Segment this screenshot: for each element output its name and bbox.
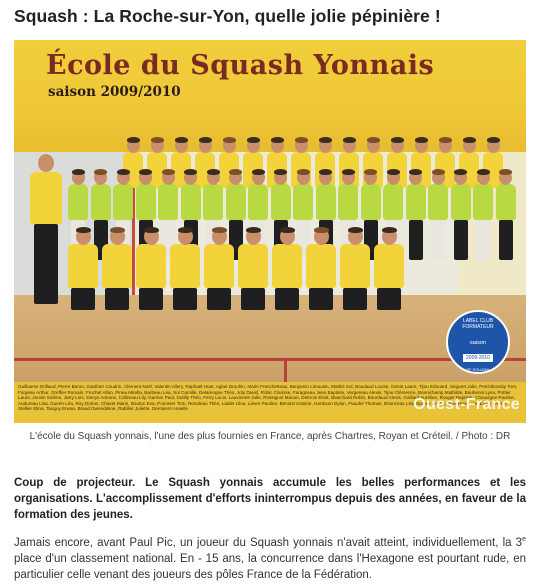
player-hair — [487, 137, 500, 143]
player-legs — [207, 288, 231, 310]
player-shirt — [136, 184, 156, 220]
player-hair — [162, 169, 175, 175]
player-hair — [280, 227, 295, 233]
player-hair — [175, 137, 188, 143]
player-shirt — [428, 184, 448, 220]
player-shirt — [272, 244, 302, 288]
article-title: Squash : La Roche-sur-Yon, quelle jolie pépinière ! — [14, 6, 441, 26]
player-hair — [207, 169, 220, 175]
player-shirt — [68, 184, 88, 220]
player-hair — [274, 169, 287, 175]
player-hair — [319, 169, 332, 175]
player-shirt — [306, 244, 336, 288]
player-shirt — [293, 184, 313, 220]
player-shirt — [248, 184, 268, 220]
player-shirt — [102, 244, 132, 288]
player-hair — [391, 137, 404, 143]
label-club-badge — [446, 310, 510, 374]
player-hair — [432, 169, 445, 175]
player-hair — [117, 169, 130, 175]
player-hair — [463, 137, 476, 143]
player-legs — [275, 288, 299, 310]
photo-subheading: saison 2009/2010 — [48, 84, 181, 100]
player-shirt — [113, 184, 133, 220]
player-hair — [212, 227, 227, 233]
article-photo — [14, 40, 526, 423]
player-hair — [367, 137, 380, 143]
player-hair — [348, 227, 363, 233]
player-legs — [105, 288, 129, 310]
player-hair — [319, 137, 332, 143]
player-hair — [499, 169, 512, 175]
player-hair — [151, 137, 164, 143]
player-hair — [246, 227, 261, 233]
player-shirt — [496, 184, 516, 220]
photo-names-strip: Guillaume Drillaud, Pierre Baron, Gauthier Coudrin, Clément Noël, Valentin Allery, Raphaël Huet, Aglaé Drouhin, Marin Frenchetteau, Benjamin Limousin, Mathis Sol, Boudaud Louise, Genot Laure, Tijou Edouard, Seguret Julie, Petchikovsky Tom, Forgeau Arthur, Greffier Romain, Fruchet Allan, Pinea Mirella, Barbeau Léa, Sol Camille, Delarengne Théo, Joly David, Robic Clarisse, Faragneau Jean Baptiste, Vergereau Alexis, Tijou Clémence, Bonnichamp Mathilde, Bouhenni Lysa, Pottier Laure, Jouvin Solène, Jarry Loïc, Denys Antoine, Collineau Lily, Garnier Paul, Dutilly Théo, Ferry Lucie, Lauvinerie Julie, Rossignol Manon, Debrois Eliott, Blanchard Robin, Bourdaud Alexis, Gaillard Aurélien, Rouger Baptiste, Chauvigne Pauline, Audureau Lisa, Guerin Léa, Roy Dorian, Chavet Marie, Bouton Eva, Pommier Tom, Renoleau Théo, Laidet Lilou, Lièvre Pauline, Benoist Antoine, Hardouin Dylan, Piaudel Thomas, Brianceau Léa, Barbier Sacha, Pouvreau Lisa, Ellam Emma, Stellier Elina, Tanguy Erwan, Braud Gwendoline, Rabiller Juliette, Derosiers Anaelle — [14, 382, 526, 423]
badge-line3: 2009-2010 — [463, 354, 493, 362]
player-hair — [454, 169, 467, 175]
player-hair — [297, 169, 310, 175]
player-hair — [144, 227, 159, 233]
player-hair — [364, 169, 377, 175]
player-shirt — [316, 184, 336, 220]
player-hair — [223, 137, 236, 143]
player-shirt — [374, 244, 404, 288]
player-legs — [499, 220, 513, 260]
badge-line4: FF SQUASH — [466, 367, 490, 372]
player-legs — [377, 288, 401, 310]
player-hair — [199, 137, 212, 143]
player-shirt — [203, 184, 223, 220]
player-legs — [241, 288, 265, 310]
player-hair — [229, 169, 242, 175]
player-hair — [184, 169, 197, 175]
player-legs — [343, 288, 367, 310]
player-hair — [295, 137, 308, 143]
player-hair — [415, 137, 428, 143]
player-legs — [431, 220, 445, 260]
player-shirt — [68, 244, 98, 288]
player-hair — [252, 169, 265, 175]
player-shirt — [238, 244, 268, 288]
player-hair — [72, 169, 85, 175]
player-shirt — [136, 244, 166, 288]
article-body-paragraph: Jamais encore, avant Paul Pic, un joueur du Squash yonnais n'avait atteint, individuellement, la 3e place d'un classement national. En - 15 ans, la concurrence dans l'Hexagone est pourtant rude, en particulier celle venant des joueurs des pôles France de la Fédération. — [14, 536, 526, 581]
player-legs — [454, 220, 468, 260]
player-shirt — [361, 184, 381, 220]
player-legs — [309, 288, 333, 310]
player-legs — [476, 220, 490, 260]
photo-watermark: Ouest-France — [413, 396, 520, 413]
player-shirt — [204, 244, 234, 288]
photo-floor-line-vertical — [284, 358, 287, 385]
badge-line2: saison — [470, 340, 486, 346]
coach-head — [38, 154, 54, 172]
player-hair — [342, 169, 355, 175]
player-legs — [173, 288, 197, 310]
player-hair — [139, 169, 152, 175]
player-hair — [387, 169, 400, 175]
player-hair — [382, 227, 397, 233]
player-shirt — [340, 244, 370, 288]
coach-legs — [34, 224, 58, 304]
player-hair — [127, 137, 140, 143]
coach-shirt — [30, 172, 62, 224]
player-shirt — [406, 184, 426, 220]
player-shirt — [91, 184, 111, 220]
player-hair — [76, 227, 91, 233]
player-legs — [139, 288, 163, 310]
player-hair — [247, 137, 260, 143]
player-hair — [439, 137, 452, 143]
player-shirt — [170, 244, 200, 288]
player-legs — [71, 288, 95, 310]
article-lede: Coup de projecteur. Le Squash yonnais accumule les belles performances et les organisations. L'accomplissement d'efforts ininterrompus depuis des années, en faveur de la formation des jeunes. — [14, 477, 526, 521]
player-shirt — [338, 184, 358, 220]
player-hair — [409, 169, 422, 175]
player-shirt — [158, 184, 178, 220]
photo-group-of-players — [28, 128, 508, 333]
player-hair — [314, 227, 329, 233]
player-shirt — [181, 184, 201, 220]
badge-line1: LABEL CLUB FORMATEUR — [462, 318, 494, 330]
player-shirt — [473, 184, 493, 220]
player-shirt — [383, 184, 403, 220]
player-hair — [178, 227, 193, 233]
player-shirt — [271, 184, 291, 220]
photo-heading: École du Squash Yonnais — [46, 50, 435, 81]
player-shirt — [226, 184, 246, 220]
photo-caption: L'école du Squash yonnais, l'une des plus fournies en France, après Chartres, Royan et Créteil. / Photo : DR — [29, 431, 511, 442]
player-hair — [477, 169, 490, 175]
player-hair — [94, 169, 107, 175]
player-hair — [110, 227, 125, 233]
player-hair — [343, 137, 356, 143]
player-legs — [409, 220, 423, 260]
player-shirt — [451, 184, 471, 220]
player-hair — [271, 137, 284, 143]
